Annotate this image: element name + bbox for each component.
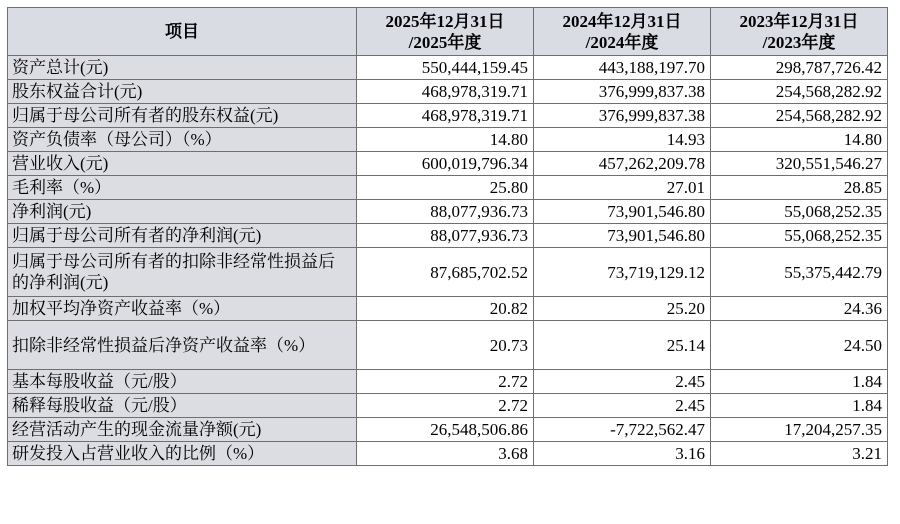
value-2024: 2.45 xyxy=(534,394,711,418)
value-2023: 3.21 xyxy=(711,442,888,466)
header-2023-period: /2023年度 xyxy=(762,32,836,52)
table-row xyxy=(8,321,888,370)
value-2024: 443,188,197.70 xyxy=(534,56,711,80)
value-2023: 254,568,282.92 xyxy=(711,80,888,104)
value-2023: 14.80 xyxy=(711,128,888,152)
value-2025: 14.80 xyxy=(357,128,534,152)
table-row xyxy=(8,224,888,248)
row-label: 营业收入(元) xyxy=(8,152,357,176)
value-2024: 3.16 xyxy=(534,442,711,466)
table-row xyxy=(8,394,888,418)
row-label: 稀释每股收益（元/股） xyxy=(8,394,357,418)
header-item: 项目 xyxy=(8,8,357,56)
value-2023: 254,568,282.92 xyxy=(711,104,888,128)
row-label: 股东权益合计(元) xyxy=(8,80,357,104)
value-2023: 1.84 xyxy=(711,370,888,394)
value-2023: 1.84 xyxy=(711,394,888,418)
header-2025-period: /2025年度 xyxy=(408,32,482,52)
value-2023: 17,204,257.35 xyxy=(711,418,888,442)
value-2025: 600,019,796.34 xyxy=(357,152,534,176)
row-label: 归属于母公司所有者的净利润(元) xyxy=(8,224,357,248)
value-2025: 2.72 xyxy=(357,370,534,394)
value-2024: 14.93 xyxy=(534,128,711,152)
value-2025: 20.73 xyxy=(357,321,534,370)
value-2025: 88,077,936.73 xyxy=(357,224,534,248)
value-2023: 24.50 xyxy=(711,321,888,370)
value-2023: 55,068,252.35 xyxy=(711,224,888,248)
table-row xyxy=(8,442,888,466)
value-2024: 457,262,209.78 xyxy=(534,152,711,176)
value-2025: 550,444,159.45 xyxy=(357,56,534,80)
header-row xyxy=(8,8,888,56)
value-2024: 2.45 xyxy=(534,370,711,394)
value-2024: 73,901,546.80 xyxy=(534,200,711,224)
table-row xyxy=(8,80,888,104)
value-2024: 73,901,546.80 xyxy=(534,224,711,248)
value-2025: 3.68 xyxy=(357,442,534,466)
header-2024-date: 2024年12月31日 xyxy=(562,11,682,31)
table-row xyxy=(8,56,888,80)
table-row xyxy=(8,297,888,321)
table-row xyxy=(8,200,888,224)
value-2024: -7,722,562.47 xyxy=(534,418,711,442)
row-label: 归属于母公司所有者的扣除非经常性损益后的净利润(元) xyxy=(8,248,357,297)
value-2025: 88,077,936.73 xyxy=(357,200,534,224)
row-label: 净利润(元) xyxy=(8,200,357,224)
row-label: 资产总计(元) xyxy=(8,56,357,80)
table-row xyxy=(8,176,888,200)
value-2023: 55,375,442.79 xyxy=(711,248,888,297)
financial-summary-table xyxy=(7,7,888,466)
value-2025: 2.72 xyxy=(357,394,534,418)
value-2025: 20.82 xyxy=(357,297,534,321)
table-row xyxy=(8,128,888,152)
value-2025: 25.80 xyxy=(357,176,534,200)
row-label: 毛利率（%） xyxy=(8,176,357,200)
row-label: 归属于母公司所有者的股东权益(元) xyxy=(8,104,357,128)
value-2023: 28.85 xyxy=(711,176,888,200)
value-2024: 25.20 xyxy=(534,297,711,321)
table-row xyxy=(8,104,888,128)
header-2023 xyxy=(711,8,888,56)
header-2024-period: /2024年度 xyxy=(585,32,659,52)
table-row xyxy=(8,248,888,297)
row-label: 资产负债率（母公司）（%） xyxy=(8,128,357,152)
value-2024: 376,999,837.38 xyxy=(534,104,711,128)
value-2025: 468,978,319.71 xyxy=(357,104,534,128)
value-2024: 25.14 xyxy=(534,321,711,370)
row-label: 经营活动产生的现金流量净额(元) xyxy=(8,418,357,442)
value-2023: 24.36 xyxy=(711,297,888,321)
value-2025: 26,548,506.86 xyxy=(357,418,534,442)
value-2024: 376,999,837.38 xyxy=(534,80,711,104)
row-label: 加权平均净资产收益率（%） xyxy=(8,297,357,321)
row-label: 研发投入占营业收入的比例（%） xyxy=(8,442,357,466)
value-2025: 468,978,319.71 xyxy=(357,80,534,104)
row-label: 扣除非经常性损益后净资产收益率（%） xyxy=(8,321,357,370)
table-header xyxy=(8,8,888,56)
value-2023: 298,787,726.42 xyxy=(711,56,888,80)
value-2023: 320,551,546.27 xyxy=(711,152,888,176)
table-body xyxy=(8,56,888,466)
table-row xyxy=(8,152,888,176)
header-2024 xyxy=(534,8,711,56)
header-2025-date: 2025年12月31日 xyxy=(385,11,505,31)
value-2024: 73,719,129.12 xyxy=(534,248,711,297)
value-2023: 55,068,252.35 xyxy=(711,200,888,224)
value-2025: 87,685,702.52 xyxy=(357,248,534,297)
header-2023-date: 2023年12月31日 xyxy=(739,11,859,31)
header-2025 xyxy=(357,8,534,56)
table-row xyxy=(8,370,888,394)
table-row xyxy=(8,418,888,442)
value-2024: 27.01 xyxy=(534,176,711,200)
row-label: 基本每股收益（元/股） xyxy=(8,370,357,394)
